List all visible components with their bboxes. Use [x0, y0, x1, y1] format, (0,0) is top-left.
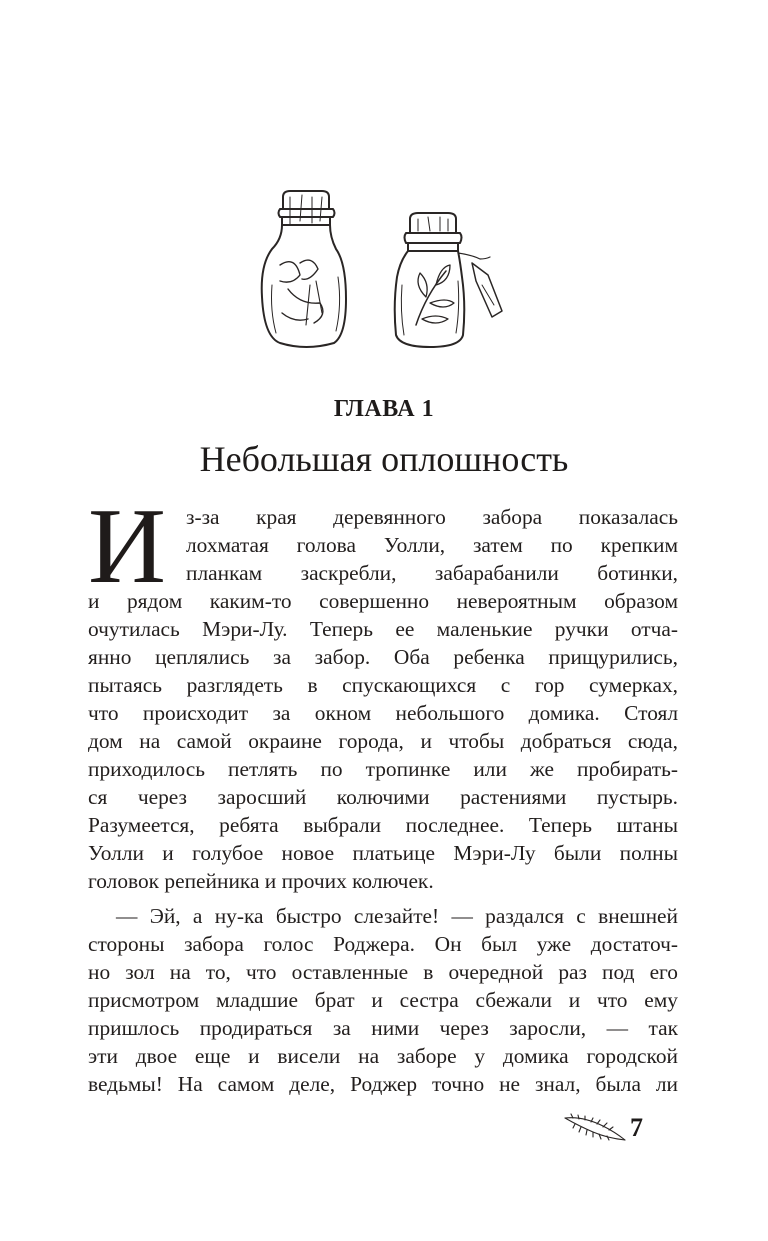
- chapter-title: Небольшая оплошность: [199, 439, 569, 479]
- text-line: головок репейника и прочих колючек.: [88, 869, 434, 893]
- text-line: Уолли и голубое новое платьице Мэри-Лу были полны: [88, 841, 678, 865]
- text-line: з-за края деревянного забора показалась: [186, 505, 678, 529]
- chapter-label: ГЛАВА 1: [333, 396, 435, 422]
- text-line: планкам заскребли, забарабанили ботинки,: [186, 561, 678, 585]
- text-line: янно цеплялись за забор. Оба ребенка прищурились,: [88, 645, 678, 669]
- text-line: присмотром младшие брат и сестра сбежали и что ему: [88, 988, 678, 1012]
- right-jar-icon: [395, 213, 502, 347]
- text-line: пришлось продираться за ними через заросли, — так: [88, 1016, 678, 1040]
- text-line: ведьмы! На самом деле, Роджер точно не знал, была ли: [88, 1072, 678, 1096]
- leaf-ornament-icon: [563, 1112, 627, 1142]
- text-line: эти двое еще и висели на заборе у домика городской: [88, 1044, 678, 1068]
- text-line: ся через заросший колючими растениями пустырь.: [88, 785, 678, 809]
- text-line: и рядом каким-то совершенно невероятным образом: [88, 589, 678, 613]
- page-number: 7: [630, 1113, 643, 1142]
- text-line: дом на самой окраине города, и чтобы добраться сюда,: [88, 729, 678, 753]
- text-line: приходилось петлять по тропинке или же пробирать-: [88, 757, 678, 781]
- jars-illustration-icon: [250, 185, 510, 355]
- text-line: стороны забора голос Роджера. Он был уже достаточ-: [88, 932, 678, 956]
- text-line: пытаясь разглядеть в спускающихся с гор сумерках,: [88, 673, 678, 697]
- text-line: — Эй, а ну-ка быстро слезайте! — раздался с внешней: [116, 904, 678, 928]
- text-line: очутилась Мэри-Лу. Теперь ее маленькие ручки отча-: [88, 617, 678, 641]
- text-line: лохматая голова Уолли, затем по крепким: [186, 533, 678, 557]
- text-line: Разумеется, ребята выбрали последнее. Теперь штаны: [88, 813, 678, 837]
- text-line: что происходит за окном небольшого домика. Стоял: [88, 701, 678, 725]
- text-line: но зол на то, что оставленные в очередной раз под его: [88, 960, 678, 984]
- drop-cap: И: [88, 487, 166, 606]
- left-jar-icon: [262, 191, 346, 347]
